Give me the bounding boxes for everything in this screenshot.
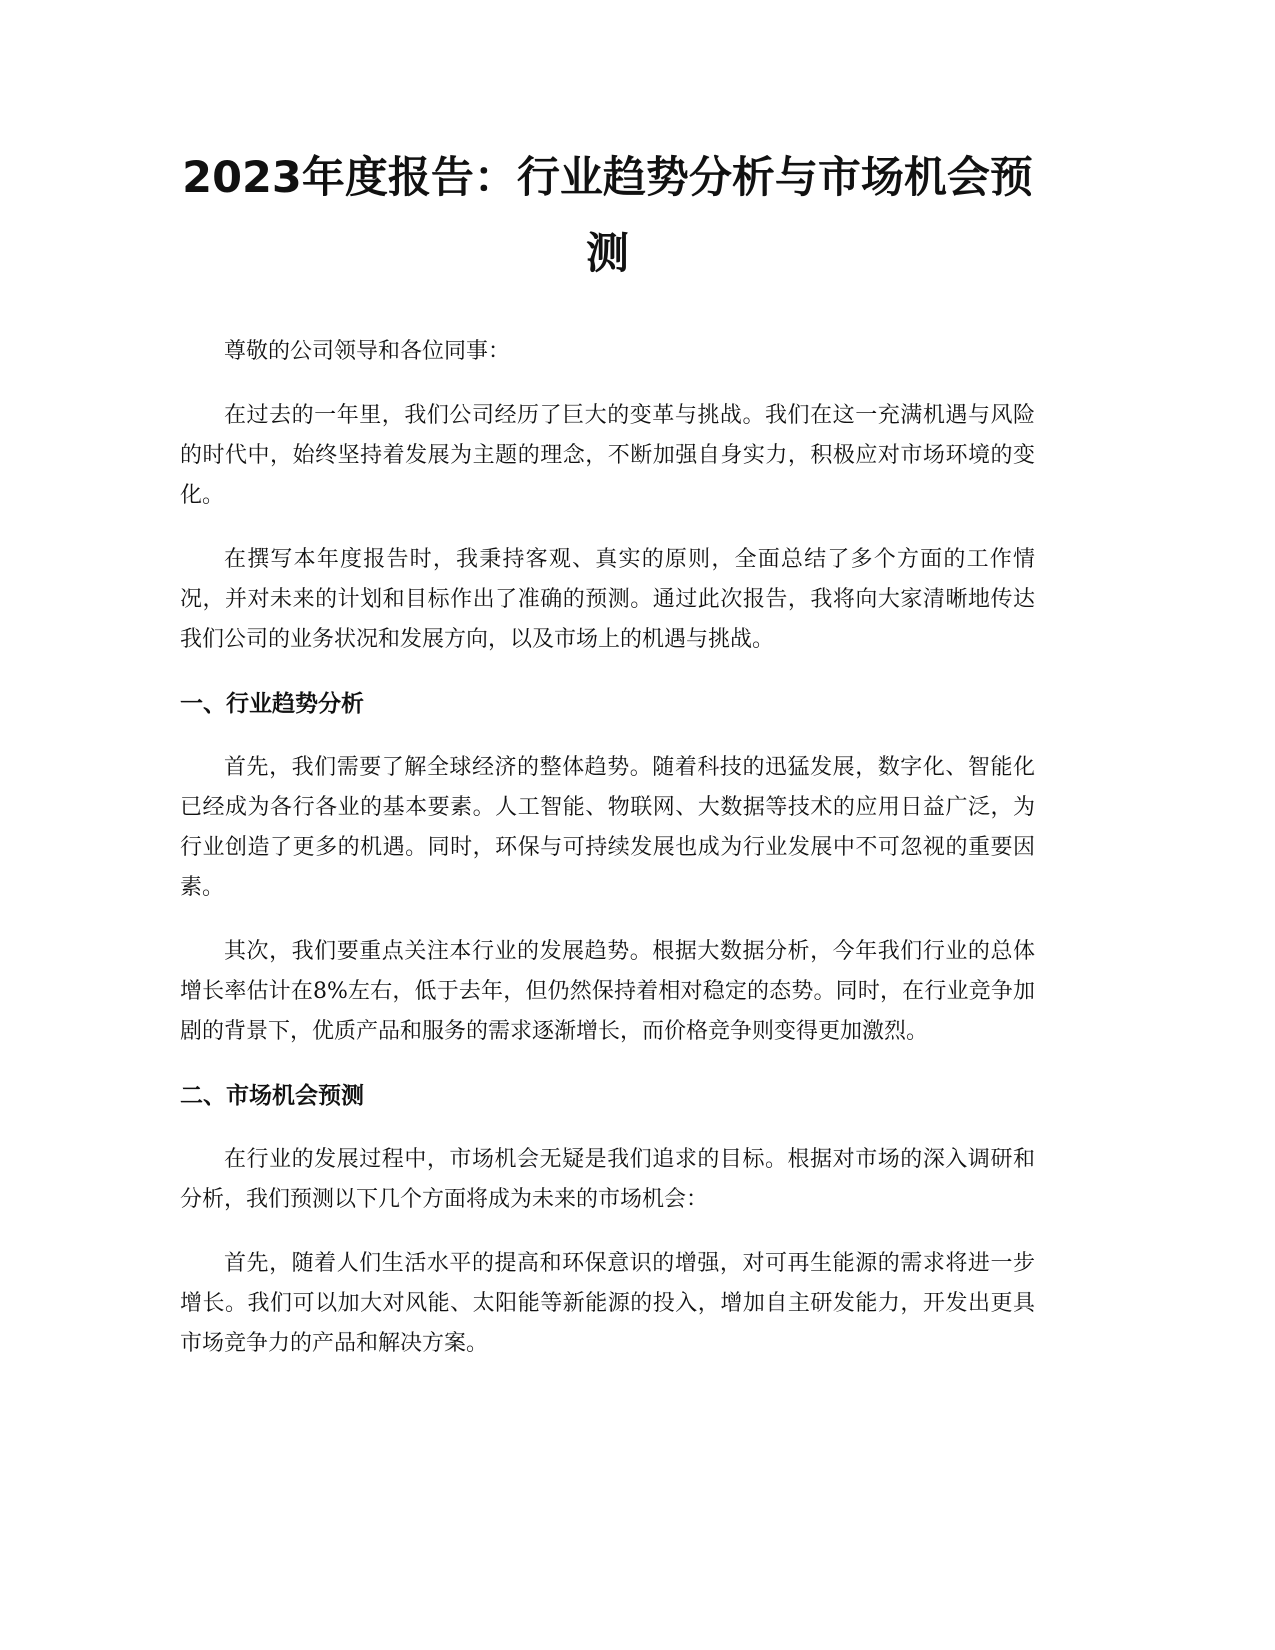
document-body	[180, 140, 1035, 1388]
section-paragraph: 首先，随着人们生活水平的提高和环保意识的增强，对可再生能源的需求将进一步增长。我们可以加大对风能、太阳能等新能源的投入，增加自主研发能力，开发出更具市场竞争力的产品和解决方案。	[180, 1251, 1035, 1356]
section-paragraph: 其次，我们要重点关注本行业的发展趋势。根据大数据分析，今年我们行业的总体增长率估计在8%左右，低于去年，但仍然保持着相对稳定的态势。同时，在行业竞争加剧的背景下，优质产品和服务的需求逐渐增长，而价格竞争则变得更加激烈。	[180, 939, 1035, 1044]
document-title: 2023年度报告：行业趋势分析与市场机会预测	[182, 153, 1033, 279]
section-heading-industry-trends: 一、行业趋势分析	[180, 691, 364, 717]
intro-paragraph: 在撰写本年度报告时，我秉持客观、真实的原则，全面总结了多个方面的工作情况，并对未来的计划和目标作出了准确的预测。通过此次报告，我将向大家清晰地传达我们公司的业务状况和发展方向，以及市场上的机遇与挑战。	[180, 547, 1035, 652]
greeting: 尊敬的公司领导和各位同事：	[224, 339, 511, 364]
section-paragraph: 在行业的发展过程中，市场机会无疑是我们追求的目标。根据对市场的深入调研和分析，我们预测以下几个方面将成为未来的市场机会：	[180, 1147, 1035, 1212]
intro-paragraph: 在过去的一年里，我们公司经历了巨大的变革与挑战。我们在这一充满机遇与风险的时代中，始终坚持着发展为主题的理念，不断加强自身实力，积极应对市场环境的变化。	[180, 403, 1035, 508]
section-heading-market-opportunities: 二、市场机会预测	[180, 1083, 364, 1109]
section-paragraph: 首先，我们需要了解全球经济的整体趋势。随着科技的迅猛发展，数字化、智能化已经成为各行各业的基本要素。人工智能、物联网、大数据等技术的应用日益广泛，为行业创造了更多的机遇。同时，环保与可持续发展也成为行业发展中不可忽视的重要因素。	[180, 755, 1035, 900]
